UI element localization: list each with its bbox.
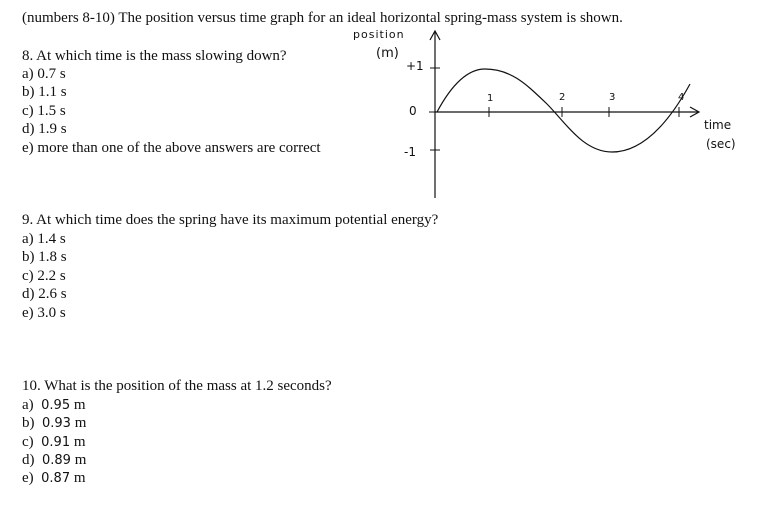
q8-question: 8. At which time is the mass slowing down? <box>22 48 287 64</box>
q10-option-e <box>22 470 86 487</box>
q9-option-e: e) 3.0 s <box>22 305 66 321</box>
q10-option-a-value: 0.95 <box>41 398 71 413</box>
q8-option-b: b) 1.1 s <box>22 84 67 100</box>
q8-option-d: d) 1.9 s <box>22 121 67 137</box>
x-tick-label-2: 2 <box>559 92 566 103</box>
q10-option-d <box>22 452 86 469</box>
q9-option-d: d) 2.6 s <box>22 286 67 302</box>
x-axis-label-time: time <box>704 118 732 132</box>
q10-option-e-unit: m <box>73 470 86 486</box>
q10-option-b-label: b) <box>22 415 35 431</box>
q10-option-e-value: 0.87 <box>41 471 71 486</box>
x-tick-label-4: 4 <box>678 92 685 103</box>
y-tick-label-minus1: -1 <box>404 145 416 159</box>
q10-option-c <box>22 434 86 451</box>
header-text: (numbers 8-10) The position versus time graph for an ideal horizontal spring-mass system is shown. <box>22 10 623 26</box>
x-tick-label-3: 3 <box>609 92 616 103</box>
x-axis-label-unit: (sec) <box>706 137 736 151</box>
sine-curve <box>437 69 690 152</box>
y-tick-label-plus1: +1 <box>406 59 424 73</box>
y-axis-label-unit: (m) <box>376 46 399 61</box>
q9-option-c: c) 2.2 s <box>22 268 66 284</box>
q10-option-a <box>22 397 86 414</box>
q10-option-d-label: d) <box>22 452 35 468</box>
q9-option-b: b) 1.8 s <box>22 249 67 265</box>
q10-option-d-value: 0.89 <box>42 453 71 468</box>
q8-option-c: c) 1.5 s <box>22 103 66 119</box>
q10-option-b-value: 0.93 <box>42 416 71 431</box>
q9-question: 9. At which time does the spring have its maximum potential energy? <box>22 212 439 228</box>
q10-question: 10. What is the position of the mass at 1.2 seconds? <box>22 378 332 394</box>
q10-option-d-unit: m <box>74 452 87 468</box>
q10-option-a-label: a) <box>22 397 34 413</box>
q10-option-c-value: 0.91 <box>41 435 71 450</box>
q10-option-c-unit: m <box>73 434 86 450</box>
q10-option-e-label: e) <box>22 470 34 486</box>
q10-option-a-unit: m <box>73 397 86 413</box>
q9-option-a: a) 1.4 s <box>22 231 66 247</box>
y-axis-label-position: position <box>353 28 405 41</box>
x-tick-label-1: 1 <box>487 93 494 104</box>
y-tick-label-zero: 0 <box>409 104 417 118</box>
q8-option-e: e) more than one of the above answers are correct <box>22 140 321 156</box>
q10-option-b <box>22 415 86 432</box>
q10-option-b-unit: m <box>74 415 87 431</box>
q10-option-c-label: c) <box>22 434 34 450</box>
q8-option-a: a) 0.7 s <box>22 66 66 82</box>
